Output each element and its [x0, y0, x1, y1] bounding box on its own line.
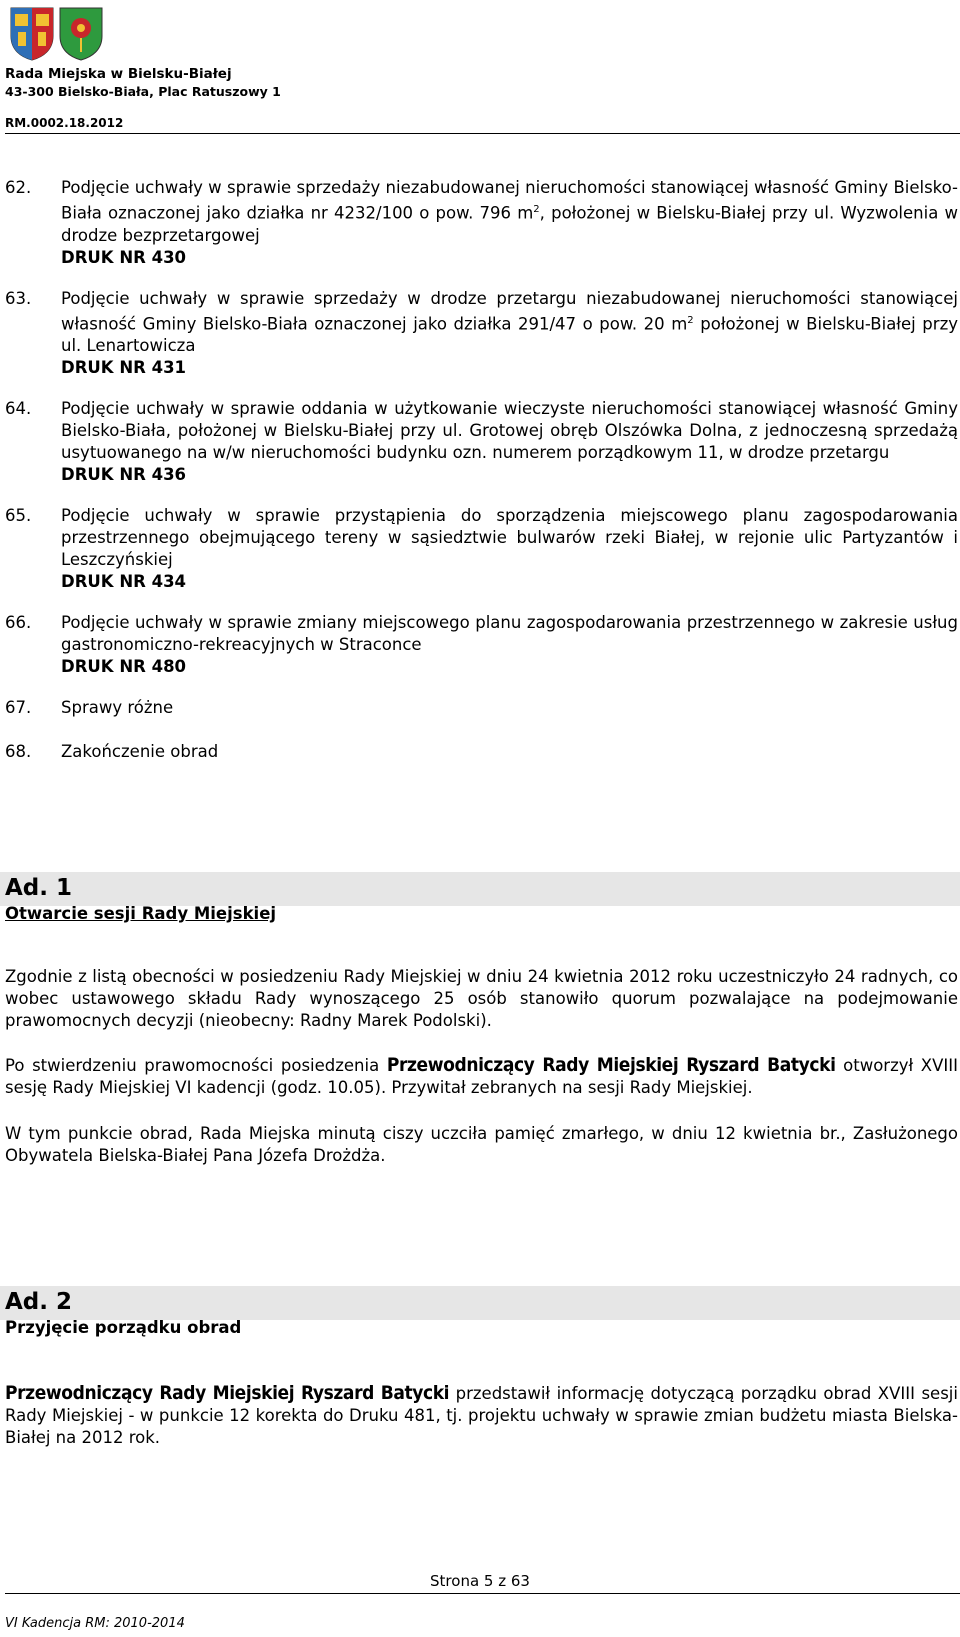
agenda-item-text: Podjęcie uchwały w sprawie oddania w użytkowanie wieczyste nieruchomości stanowiącej własność Gminy Bielsko-Biała, położonej w Bielsku-Białej przy ul. Grotowej obręb Olszówka Dolna, z jednoczesną sprzedażą usytuowanego na w/w nieruchomości budynku ozn. numerem porządkowym 11, w drodze przetargu DRUK NR 436 — [61, 399, 958, 484]
chairman-name: Przewodniczący Rady Miejskiej Ryszard Batycki — [5, 1382, 450, 1404]
section-heading-band — [0, 1286, 960, 1320]
term-label: VI Kadencja RM: 2010-2014 — [5, 1616, 185, 1631]
page-number: Strona 5 z 63 — [430, 1572, 530, 1590]
agenda-item-number: 67. — [5, 698, 32, 717]
agenda-item-number: 62. — [5, 178, 32, 197]
agenda-item-number: 68. — [5, 742, 32, 761]
section-subtitle: Przyjęcie porządku obrad — [5, 1318, 242, 1337]
agenda-item — [5, 612, 958, 678]
document-header — [0, 0, 960, 134]
section-title: Ad. 1 — [5, 875, 73, 901]
agenda-item — [5, 505, 958, 593]
paragraph: Po stwierdzeniu prawomocności posiedzenia Przewodniczący Rady Miejskiej Ryszard Batycki otworzył XVIII sesję Rady Miejskiej VI kadencji (godz. 10.05). Przywitał zebranych na sesji Rady Miejskiej. — [5, 1054, 959, 1097]
druk-number: DRUK NR 430 — [61, 247, 187, 267]
agenda-item-text: Podjęcie uchwały w sprawie sprzedaży niezabudowanej nieruchomości stanowiącej własność Gminy Bielsko-Biała oznaczonej jako działka nr 4232/100 o pow. 796 $m^2$, położonej w Bielsku-Białej przy ul. Wyzwolenia w drodze bezprzetargowej DRUK NR 430 — [61, 178, 958, 267]
footer-divider — [5, 1593, 960, 1594]
chairman-name: Przewodniczący Rady Miejskiej Ryszard Batycki — [386, 1054, 836, 1076]
agenda-item-text: Sprawy różne — [61, 698, 174, 717]
agenda-item — [5, 177, 958, 269]
green-shield-crest-icon — [58, 6, 104, 61]
section-title: Ad. 2 — [5, 1289, 73, 1315]
agenda-item — [5, 398, 958, 486]
agenda-item-number: 66. — [5, 613, 32, 632]
paragraph: W tym punkcie obrad, Rada Miejska minutą ciszy uczciła pamięć zmarłego, w dniu 12 kwietnia br., Zasłużonego Obywatela Bielska-Białej Pana Józefa Drożdża. — [5, 1124, 958, 1165]
agenda-item-text: Podjęcie uchwały w sprawie sprzedaży w drodze przetargu niezabudowanej nieruchomości stanowiącej własność Gminy Bielsko-Biała oznaczonej jako działka 291/47 o pow. 20 $m^2$ położonej w Bielsku-Białej przy ul. Lenartowicza DRUK NR 431 — [61, 288, 958, 377]
agenda-item-number: 63. — [5, 288, 32, 308]
agenda-item — [5, 741, 958, 763]
agenda-item-text: Podjęcie uchwały w sprawie przystąpienia do sporządzenia miejscowego planu zagospodarowania przestrzennego obejmującego tereny w sąsiedztwie bulwarów rzeki Białej, w rejonie ulic Partyzantów i Leszczyńskiej DRUK NR 434 — [61, 506, 958, 591]
druk-number: DRUK NR 436 — [61, 465, 187, 484]
section-subtitle: Otwarcie sesji Rady Miejskiej — [5, 904, 277, 923]
city-coat-of-arms-icon — [9, 6, 55, 61]
agenda-item-number: 64. — [5, 399, 32, 418]
agenda-item-text: Zakończenie obrad — [61, 742, 219, 761]
agenda-item — [5, 697, 958, 719]
paragraph: Przewodniczący Rady Miejskiej Ryszard Batycki przedstawił informację dotyczącą porządku obrad XVIII sesji Rady Miejskiej - w punkcie 12 korekta do Druku 481, tj. projektu uchwały w sprawie zmian budżetu miasta Bielska-Białej na 2012 rok. — [5, 1382, 958, 1447]
council-name: Rada Miejska w Bielsku-Białej — [5, 66, 232, 82]
druk-number: DRUK NR 434 — [61, 572, 187, 591]
agenda-item — [5, 288, 958, 380]
paragraph: Zgodnie z listą obecności w posiedzeniu Rady Miejskiej w dniu 24 kwietnia 2012 roku uczestniczyło 24 radnych, co wobec ustawowego składu Rady wynoszącego 25 osób stanowiło quorum pozwalające na podejmowanie prawomocnych decyzji (nieobecny: Radny Marek Podolski). — [5, 967, 958, 1030]
druk-number: DRUK NR 480 — [61, 657, 187, 676]
druk-number: DRUK NR 431 — [61, 358, 187, 377]
council-address: 43-300 Bielsko-Biała, Plac Ratuszowy 1 — [5, 84, 281, 99]
section-heading-band — [0, 872, 960, 906]
header-divider — [5, 133, 960, 134]
agenda-item-number: 65. — [5, 506, 32, 525]
agenda-item-text: Podjęcie uchwały w sprawie zmiany miejscowego planu zagospodarowania przestrzennego w zakresie usług gastronomiczno-rekreacyjnych w Straconce DRUK NR 480 — [61, 613, 958, 676]
document-reference: RM.0002.18.2012 — [5, 116, 124, 130]
agenda-list — [5, 177, 958, 782]
